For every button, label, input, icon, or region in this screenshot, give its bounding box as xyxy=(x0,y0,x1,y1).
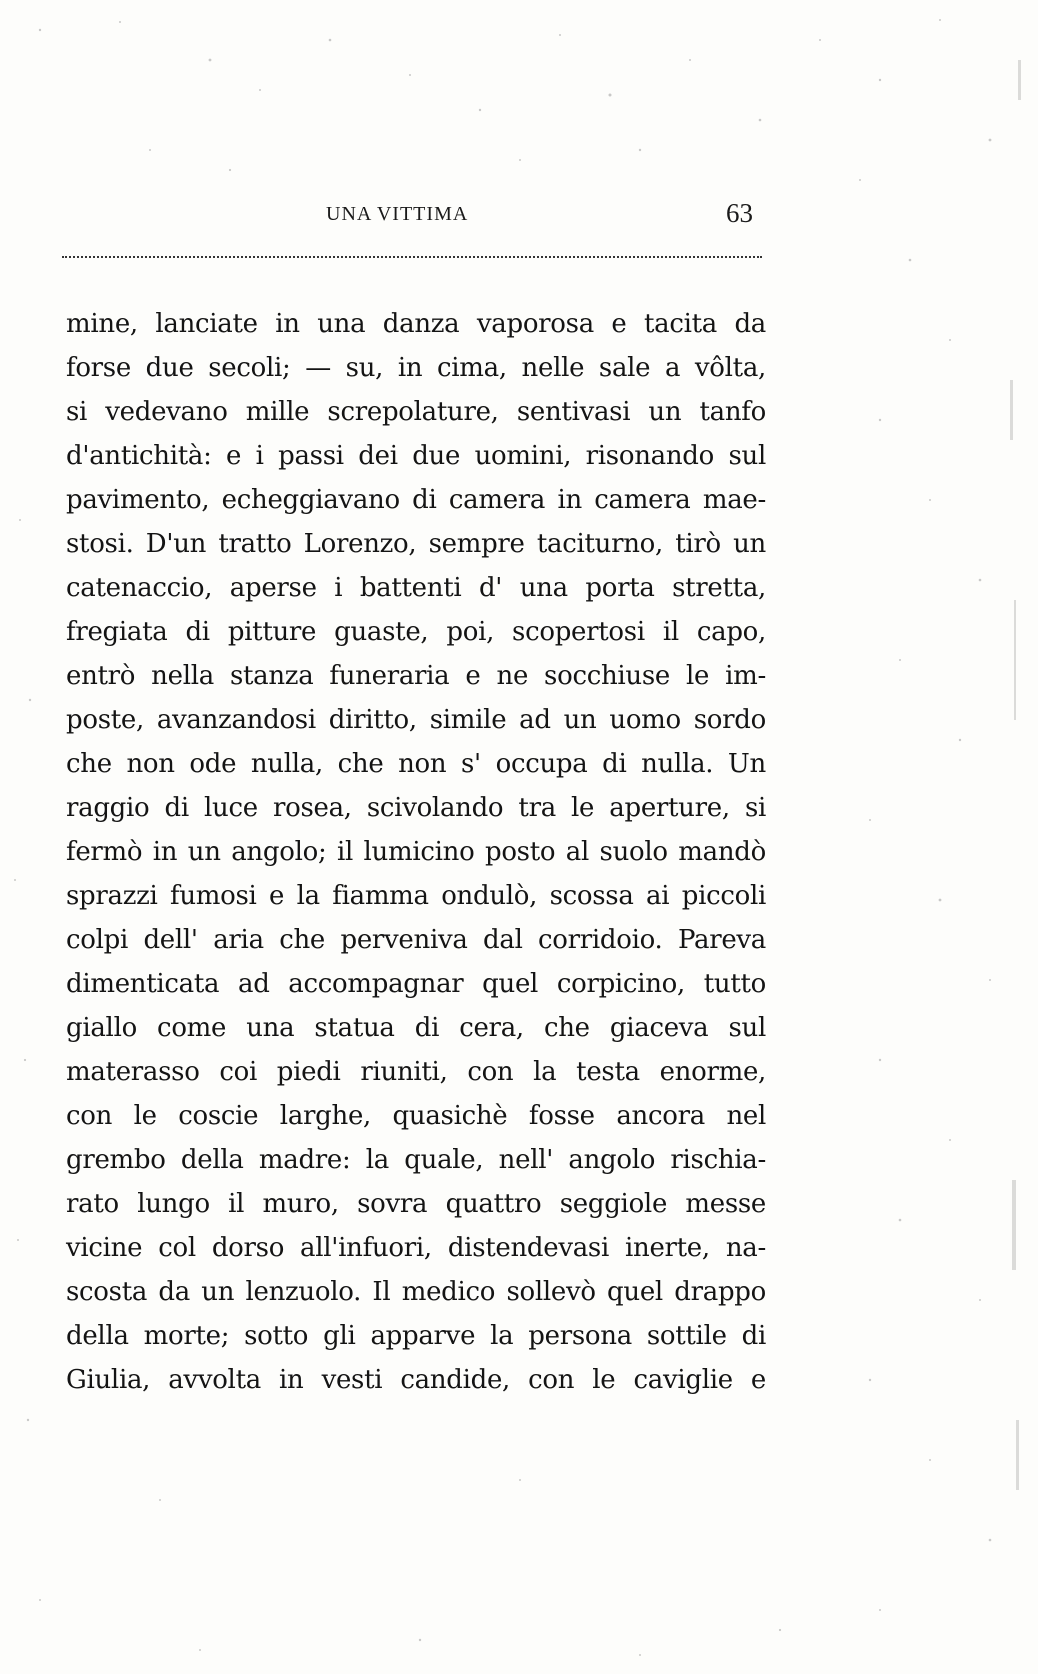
text-line: materasso coi piedi riuniti, con la testa enorme, xyxy=(66,1057,766,1087)
running-title: UNA VITTIMA xyxy=(326,203,469,225)
text-line: raggio di luce rosea, scivolando tra le aperture, si xyxy=(66,793,766,823)
text-line: mine, lanciate in una danza vaporosa e tacita da xyxy=(66,309,766,339)
body-paragraph xyxy=(66,302,766,1402)
text-line: rato lungo il muro, sovra quattro seggiole messe xyxy=(66,1189,766,1219)
text-line: Giulia, avvolta in vesti candide, con le caviglie e xyxy=(66,1365,766,1395)
text-line: grembo della madre: la quale, nell' angolo rischia- xyxy=(66,1145,766,1175)
text-line: entrò nella stanza funeraria e ne socchiuse le im- xyxy=(66,661,766,691)
text-line: scosta da un lenzuolo. Il medico sollevò quel drappo xyxy=(66,1277,766,1307)
header-divider xyxy=(62,256,762,258)
text-line: poste, avanzandosi diritto, simile ad un uomo sordo xyxy=(66,705,766,735)
text-line: fregiata di pitture guaste, poi, scopertosi il capo, xyxy=(66,617,766,647)
text-line: catenaccio, aperse i battenti d' una porta stretta, xyxy=(66,573,766,603)
text-line: che non ode nulla, che non s' occupa di nulla. Un xyxy=(66,749,766,779)
text-line: stosi. D'un tratto Lorenzo, sempre taciturno, tirò un xyxy=(66,529,766,559)
text-line: vicine col dorso all'infuori, distendevasi inerte, na- xyxy=(66,1233,766,1263)
text-line: dimenticata ad accompagnar quel corpicino, tutto xyxy=(66,969,766,999)
text-line: forse due secoli; — su, in cima, nelle sale a vôlta, xyxy=(66,353,766,383)
text-line: con le coscie larghe, quasichè fosse ancora nel xyxy=(66,1101,766,1131)
text-line: si vedevano mille screpolature, sentivasi un tanfo xyxy=(66,397,766,427)
text-line: d'antichità: e i passi dei due uomini, risonando sul xyxy=(66,441,766,471)
text-line: giallo come una statua di cera, che giaceva sul xyxy=(66,1013,766,1043)
text-line: della morte; sotto gli apparve la persona sottile di xyxy=(66,1321,766,1351)
text-line: colpi dell' aria che perveniva dal corridoio. Pareva xyxy=(66,925,766,955)
text-line: pavimento, echeggiavano di camera in camera mae- xyxy=(66,485,766,515)
text-line: fermò in un angolo; il lumicino posto al suolo mandò xyxy=(66,837,766,867)
text-line: sprazzi fumosi e la fiamma ondulò, scossa ai piccoli xyxy=(66,881,766,911)
page-number: 63 xyxy=(726,198,753,228)
